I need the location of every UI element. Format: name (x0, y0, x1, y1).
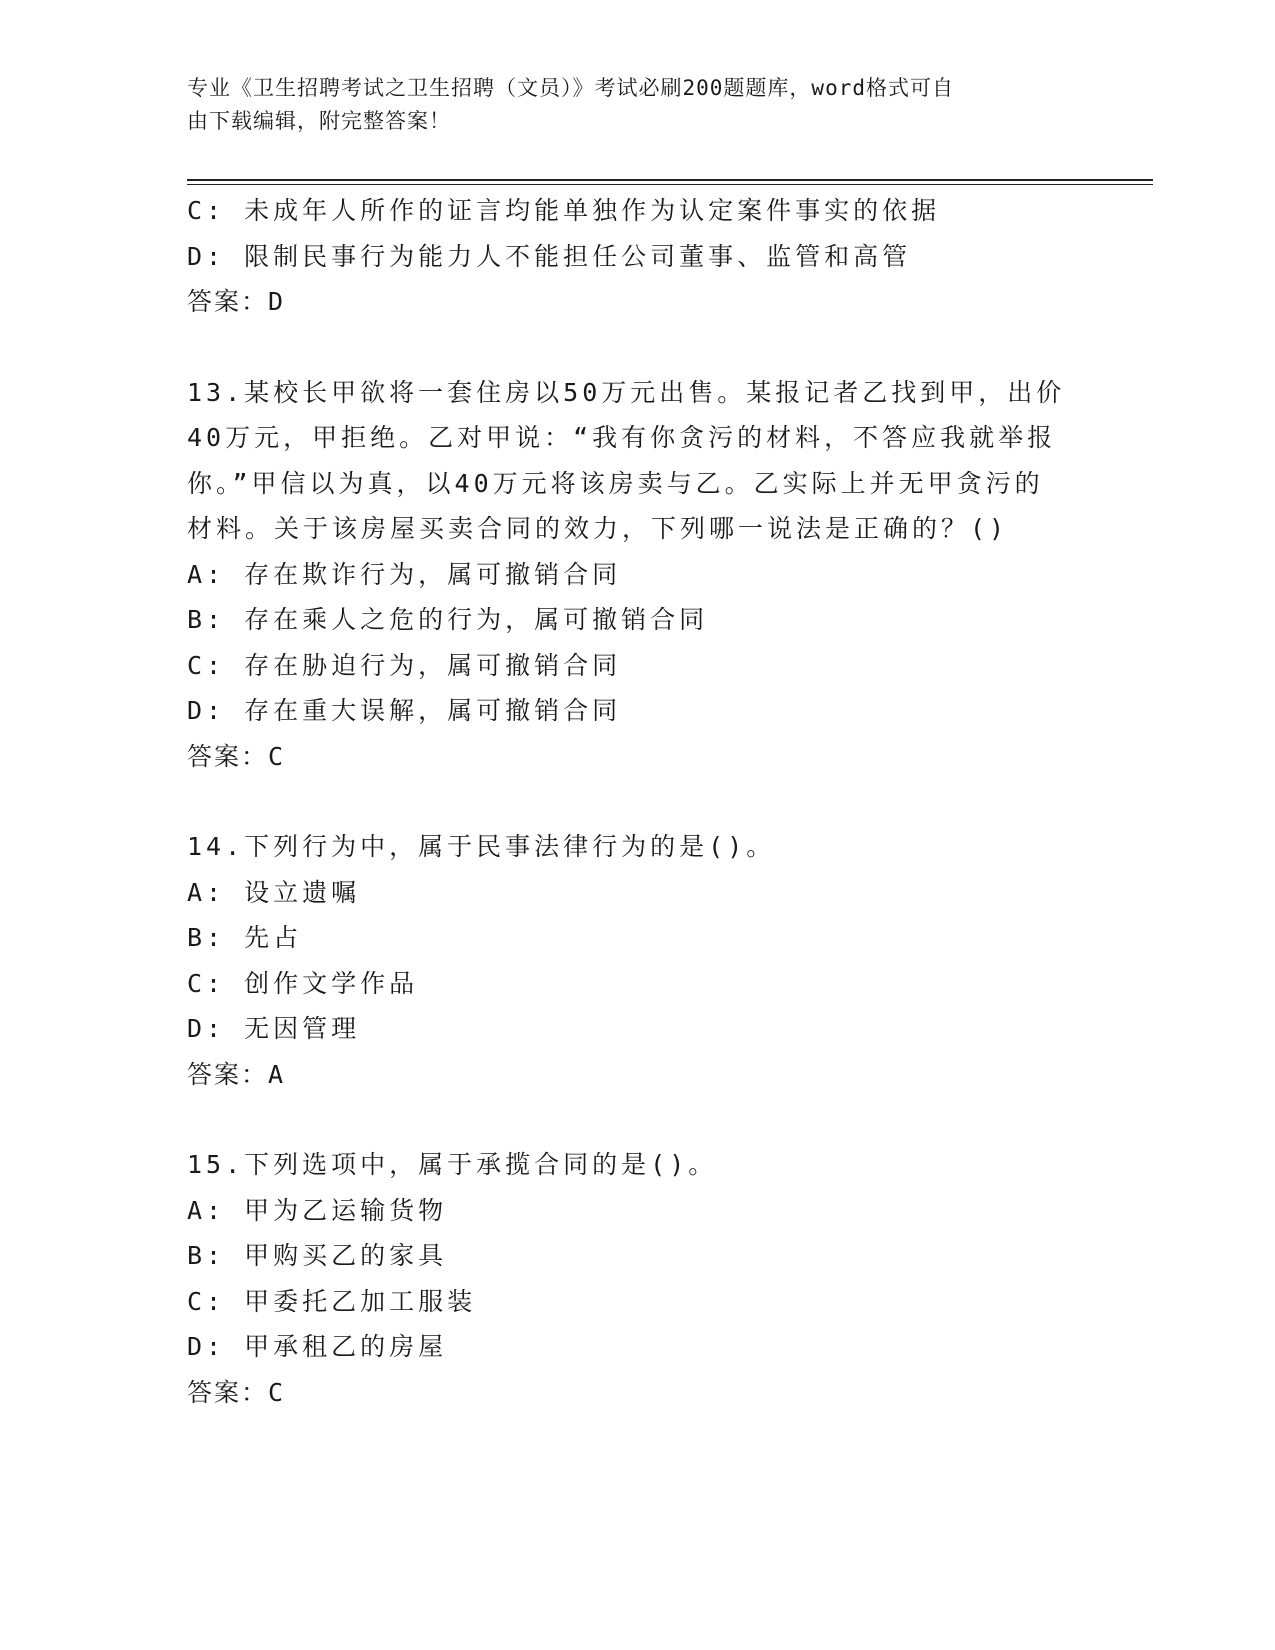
question-13 (187, 370, 1087, 780)
answer-line: 答案：C (187, 1377, 286, 1407)
option-a: A: 存在欺诈行为，属可撤销合同 (187, 559, 622, 589)
option-a: A: 甲为乙运输货物 (187, 1195, 448, 1225)
option-b: B: 先占 (187, 923, 303, 952)
option-c: C: 存在胁迫行为，属可撤销合同 (187, 650, 622, 680)
question-stem-line: 14.下列行为中，属于民事法律行为的是()。 (187, 832, 776, 861)
question-stem-line: 材料。关于该房屋买卖合同的效力，下列哪一说法是正确的？() (187, 514, 1009, 543)
question-14 (187, 824, 1087, 1097)
answer-line: 答案：A (187, 1059, 286, 1089)
header-line-1: 专业《卫生招聘考试之卫生招聘（文员）》考试必刷200题题库，word格式可自 (187, 76, 954, 100)
document-header (187, 72, 1067, 138)
option-d: D: 存在重大误解，属可撤销合同 (187, 696, 622, 725)
question-stem-line: 13.某校长甲欲将一套住房以50万元出售。某报记者乙找到甲，出价 (187, 377, 1066, 407)
header-line-2: 由下载编辑，附完整答案！ (187, 109, 451, 133)
option-b: B: 存在乘人之危的行为，属可撤销合同 (187, 605, 709, 634)
option-d: D: 甲承租乙的房屋 (187, 1332, 448, 1361)
question-stem-line: 40万元，甲拒绝。乙对甲说：“我有你贪污的材料，不答应我就举报 (187, 423, 1057, 452)
question-15 (187, 1142, 1087, 1415)
answer-line: 答案：C (187, 741, 286, 771)
header-divider-thin (187, 184, 1153, 185)
document-body (187, 188, 1087, 1415)
answer-line: 答案：D (187, 287, 286, 316)
question-12-tail (187, 188, 1087, 325)
option-c: C: 创作文学作品 (187, 968, 419, 998)
option-d: D: 无因管理 (187, 1014, 361, 1043)
question-stem-line: 15.下列选项中，属于承揽合同的是()。 (187, 1150, 718, 1179)
header-divider-thick (187, 179, 1153, 181)
option-d: D: 限制民事行为能力人不能担任公司董事、监管和高管 (187, 241, 912, 271)
option-c: C: 甲委托乙加工服装 (187, 1286, 477, 1316)
question-stem-line: 你。”甲信以为真，以40万元将该房卖与乙。乙实际上并无甲贪污的 (187, 468, 1044, 498)
option-b: B: 甲购买乙的家具 (187, 1241, 448, 1270)
option-c: C: 未成年人所作的证言均能单独作为认定案件事实的依据 (187, 196, 941, 225)
option-a: A: 设立遗嘱 (187, 877, 361, 907)
